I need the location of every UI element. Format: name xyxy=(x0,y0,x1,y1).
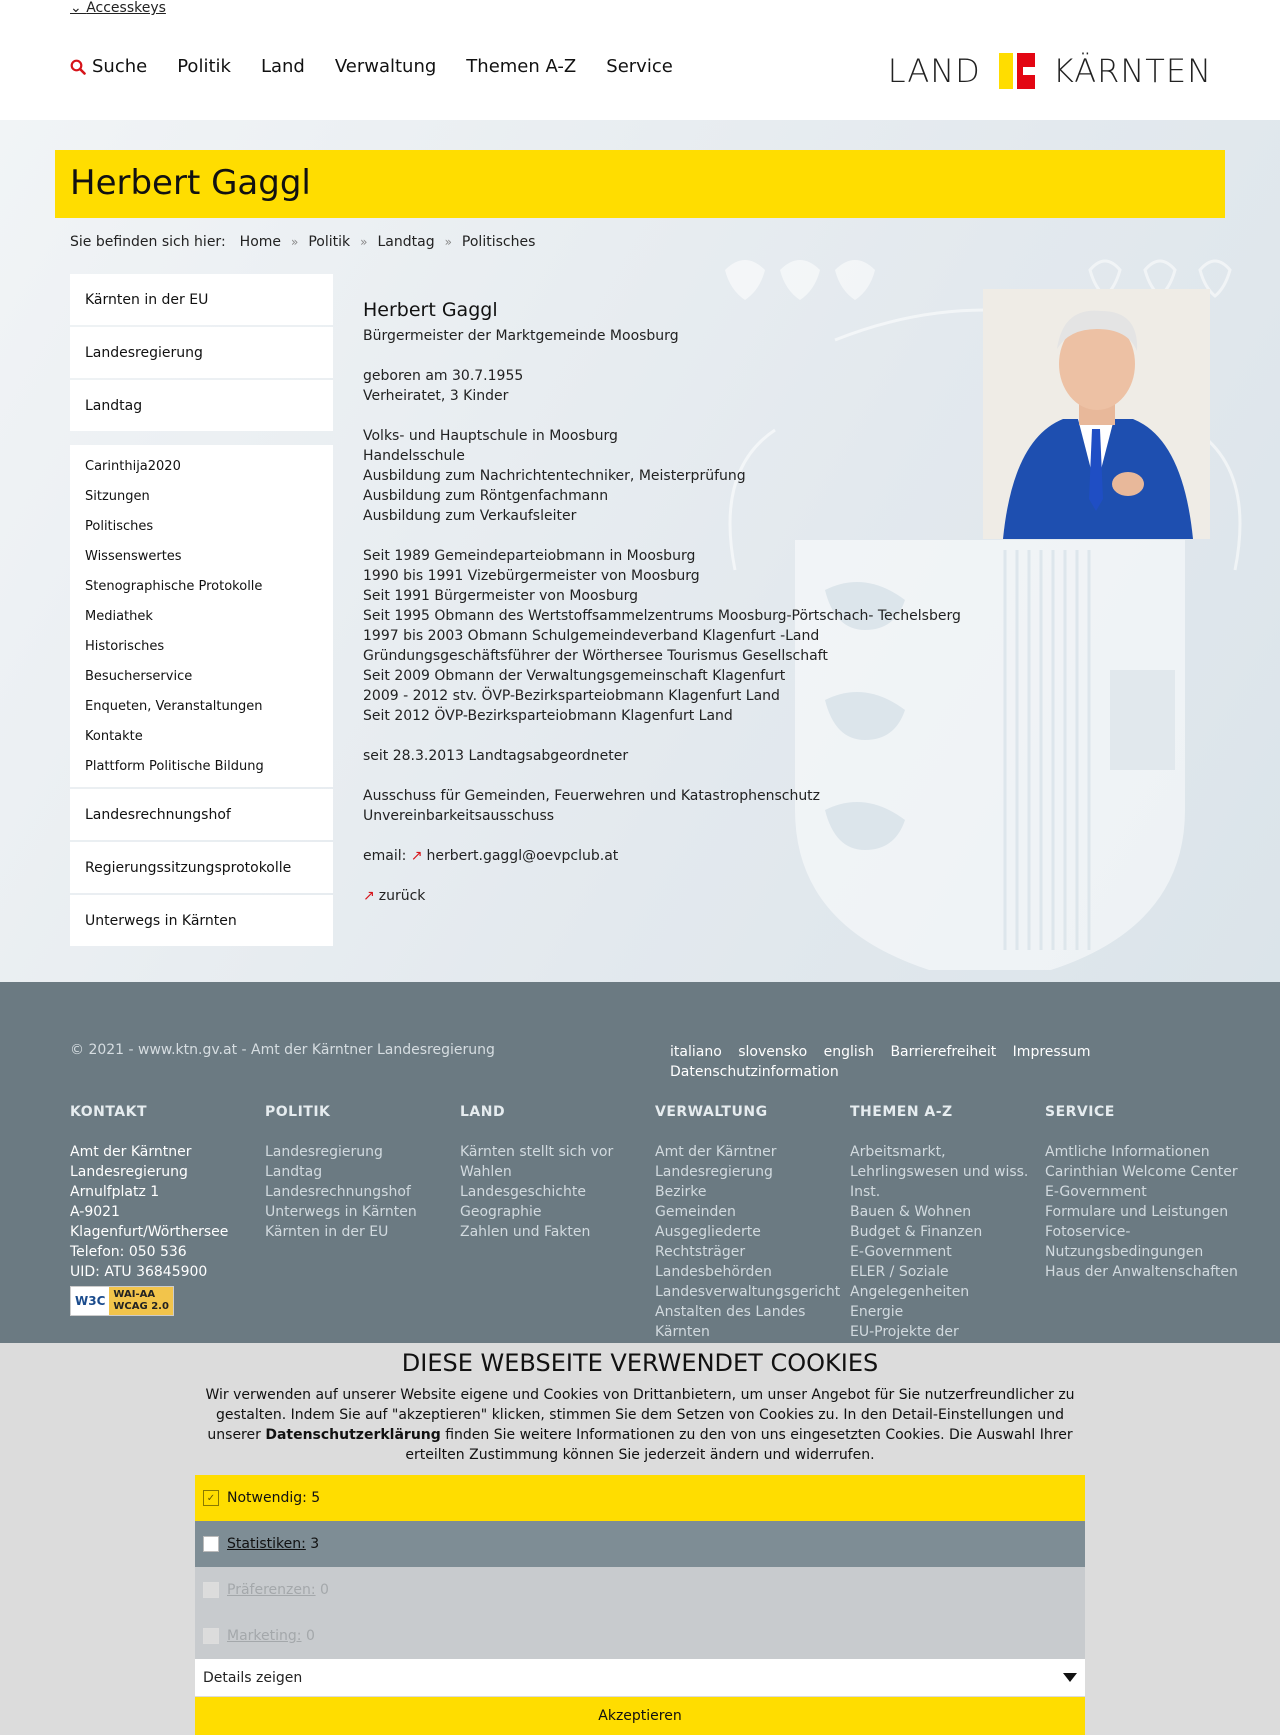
footer-link[interactable]: Landesverwaltungsgericht xyxy=(655,1284,841,1300)
top-navigation xyxy=(70,56,673,77)
footer-links xyxy=(670,1042,1110,1082)
footer-link[interactable]: Bauen & Wohnen xyxy=(850,1204,972,1220)
chevron-right-icon: » xyxy=(291,235,299,249)
portrait-image xyxy=(983,289,1210,539)
sidebar-subitem[interactable]: Besucherservice xyxy=(85,668,193,684)
email-link[interactable]: herbert.gaggl@oevpclub.at xyxy=(426,848,619,864)
footer-col-title: THEMEN A-Z xyxy=(850,1104,953,1120)
accept-button[interactable]: Akzeptieren xyxy=(195,1697,1085,1735)
details-label: Details zeigen xyxy=(203,1669,303,1686)
nav-land[interactable]: Land xyxy=(260,56,305,77)
footer-link[interactable]: E-Government xyxy=(1045,1184,1147,1200)
footer-link[interactable]: Fotoservice-Nutzungsbedingungen xyxy=(1045,1224,1204,1260)
footer-link[interactable]: Kärnten stellt sich vor xyxy=(460,1144,614,1160)
search-icon xyxy=(70,59,86,75)
cookie-row-notwendig xyxy=(195,1475,1085,1521)
nav-search[interactable] xyxy=(70,56,147,77)
cookie-label[interactable]: Statistiken: xyxy=(227,1536,306,1552)
breadcrumb-landtag[interactable]: Landtag xyxy=(377,234,435,250)
email-label: email: xyxy=(363,848,407,864)
footer-col-kontakt xyxy=(70,1102,265,1342)
accesskeys-label: Accesskeys xyxy=(86,0,166,16)
wai-line1: WAI-AA xyxy=(113,1289,156,1300)
w3c-logo: W3C xyxy=(71,1287,109,1315)
footer-link[interactable]: E-Government xyxy=(850,1244,952,1260)
caret-down-icon xyxy=(1063,1673,1077,1682)
checkbox-notwendig[interactable]: ✓ xyxy=(203,1490,219,1506)
checkbox-statistiken[interactable] xyxy=(203,1536,219,1552)
sidebar-subitem[interactable]: Carinthija2020 xyxy=(85,458,181,474)
chevron-right-icon: » xyxy=(360,235,368,249)
footer-link[interactable]: Energie xyxy=(850,1304,904,1320)
privacy-policy-link[interactable]: Datenschutzerklärung xyxy=(265,1427,441,1443)
footer-link[interactable]: Amtliche Informationen xyxy=(1045,1144,1210,1160)
footer-link[interactable]: Bezirke xyxy=(655,1184,707,1200)
profile-line: 2009 - 2012 stv. ÖVP-Bezirksparteiobmann Klagenfurt Land xyxy=(363,688,780,704)
profile-line: Unvereinbarkeitsausschuss xyxy=(363,808,555,824)
sidebar-item-landesrechnungshof[interactable]: Landesrechnungshof xyxy=(70,789,333,840)
footer-link[interactable]: EU-Projekte der xyxy=(850,1324,959,1340)
footer-link[interactable]: Landesrechnungshof xyxy=(265,1184,411,1200)
cookie-count: 5 xyxy=(311,1490,321,1506)
nav-themen[interactable]: Themen A-Z xyxy=(466,56,577,77)
sidebar-subitem[interactable]: Plattform Politische Bildung xyxy=(85,758,264,774)
footer-link[interactable]: Landesbehörden xyxy=(655,1264,772,1280)
cookie-row-marketing xyxy=(195,1613,1085,1659)
nav-verwaltung[interactable]: Verwaltung xyxy=(334,56,437,77)
sidebar-subitem[interactable]: Enqueten, Veranstaltungen xyxy=(85,698,263,714)
wai-aa-text xyxy=(109,1287,173,1315)
checkbox-marketing[interactable] xyxy=(203,1628,219,1644)
footer-col-title: SERVICE xyxy=(1045,1104,1115,1120)
footer-link[interactable]: Kärnten in der EU xyxy=(265,1224,389,1240)
profile-line: 1990 bis 1991 Vizebürgermeister von Moosburg xyxy=(363,568,700,584)
breadcrumb xyxy=(70,234,535,250)
wai-line2: WCAG 2.0 xyxy=(113,1301,169,1312)
cookie-text-part: finden Sie weitere Informationen zu den von uns eingesetzten Cookies. Die Auswahl Ihrer erteilten Zustimmung können Sie jederzeit ändern und widerrufen. xyxy=(405,1427,1073,1463)
footer-link[interactable]: Anstalten des Landes Kärnten xyxy=(655,1304,806,1340)
cookie-label: Notwendig: xyxy=(227,1490,307,1506)
profile-line: Ausbildung zum Verkaufsleiter xyxy=(363,508,577,524)
profile-line: Seit 1989 Gemeindeparteiobmann in Moosburg xyxy=(363,548,696,564)
cookie-label[interactable]: Präferenzen: xyxy=(227,1582,316,1598)
breadcrumb-home[interactable]: Home xyxy=(239,234,282,250)
profile-line: Handelsschule xyxy=(363,448,465,464)
cookie-title: DIESE WEBSEITE VERWENDET COOKIES xyxy=(401,1349,879,1377)
profile-line: Seit 1991 Bürgermeister von Moosburg xyxy=(363,588,638,604)
nav-politik[interactable]: Politik xyxy=(177,56,231,77)
footer-link-english[interactable]: english xyxy=(823,1044,874,1060)
sidebar-item-landtag[interactable]: Landtag xyxy=(70,380,333,431)
footer-text: Arnulfplatz 1 xyxy=(70,1184,160,1200)
page-title: Herbert Gaggl xyxy=(70,163,311,203)
footer-link-slovensko[interactable]: slovensko xyxy=(738,1044,808,1060)
sidebar-subitem[interactable]: Wissenswertes xyxy=(85,548,182,564)
profile-line: Seit 2009 Obmann der Verwaltungsgemeinschaft Klagenfurt xyxy=(363,668,786,684)
sidebar-subitem[interactable]: Politisches xyxy=(85,518,154,534)
sidebar-subitem[interactable]: Sitzungen xyxy=(85,488,150,504)
cookie-count: 3 xyxy=(310,1536,320,1552)
breadcrumb-politik[interactable]: Politik xyxy=(308,234,351,250)
footer-link[interactable]: Arbeitsmarkt, Lehrlingswesen und wiss. Inst. xyxy=(850,1144,1029,1200)
logo-text-land: LAND xyxy=(887,52,981,90)
copyright: © 2021 - www.ktn.gv.at - Amt der Kärntner Landesregierung xyxy=(70,1042,495,1058)
site-logo[interactable] xyxy=(888,52,1212,90)
chevron-right-icon: » xyxy=(444,235,452,249)
breadcrumb-label: Sie befinden sich hier: xyxy=(70,234,226,250)
footer-link[interactable]: Landesgeschichte xyxy=(460,1184,586,1200)
profile-line: geboren am 30.7.1955 xyxy=(363,368,524,384)
footer-link-barrierefreiheit[interactable]: Barrierefreiheit xyxy=(890,1044,997,1060)
footer-link[interactable]: Amt der Kärntner Landesregierung xyxy=(655,1144,777,1180)
footer-link-italiano[interactable]: italiano xyxy=(670,1044,722,1060)
checkbox-praeferenzen[interactable] xyxy=(203,1582,219,1598)
sidebar-subitem[interactable]: Historisches xyxy=(85,638,165,654)
nav-search-label: Suche xyxy=(92,56,148,77)
footer-text: Amt der Kärntner Landesregierung xyxy=(70,1144,192,1180)
sidebar-item-unterwegs[interactable]: Unterwegs in Kärnten xyxy=(70,895,333,946)
profile-line: Volks- und Hauptschule in Moosburg xyxy=(363,428,618,444)
sidebar-item-eu[interactable]: Kärnten in der EU xyxy=(70,274,333,325)
footer-columns xyxy=(70,1102,1240,1342)
wai-aa-badge[interactable] xyxy=(70,1286,174,1316)
footer-col-verwaltung xyxy=(655,1102,850,1342)
footer-text: Telefon: 050 536 xyxy=(70,1244,187,1260)
breadcrumb-politisches[interactable]: Politisches xyxy=(461,234,536,250)
logo-text-kaernten: KÄRNTEN xyxy=(1052,52,1212,90)
footer-text: UID: ATU 36845900 xyxy=(70,1264,208,1280)
footer-link[interactable]: Gemeinden xyxy=(655,1204,736,1220)
nav-service[interactable]: Service xyxy=(606,56,673,77)
accesskeys-link[interactable]: ⌄ Accesskeys xyxy=(70,0,166,16)
sidebar xyxy=(70,274,333,948)
back-link-label: zurück xyxy=(378,888,426,904)
footer-col-title: POLITIK xyxy=(265,1104,331,1120)
profile-line: Ausschuss für Gemeinden, Feuerwehren und Katastrophenschutz xyxy=(363,788,821,804)
footer-col-title: KONTAKT xyxy=(70,1104,148,1120)
profile-line: 1997 bis 2003 Obmann Schulgemeindeverband Klagenfurt -Land xyxy=(363,628,820,644)
profile-name: Herbert Gaggl xyxy=(363,299,498,321)
footer-link[interactable]: Landesregierung xyxy=(265,1144,383,1160)
footer-link[interactable]: Haus der Anwaltenschaften xyxy=(1045,1264,1238,1280)
page-title-band xyxy=(55,150,1225,218)
footer-link[interactable]: ELER / Soziale Angelegenheiten xyxy=(850,1264,970,1300)
sidebar-subitem[interactable]: Kontakte xyxy=(85,728,143,744)
sidebar-subitem[interactable]: Stenographische Protokolle xyxy=(85,578,263,594)
sidebar-item-landesregierung[interactable]: Landesregierung xyxy=(70,327,333,378)
footer-link[interactable]: Landtag xyxy=(265,1164,323,1180)
cookie-banner xyxy=(0,1343,1280,1735)
cookie-count: 0 xyxy=(305,1628,315,1644)
sidebar-subitem[interactable]: Mediathek xyxy=(85,608,153,624)
footer-link-impressum[interactable]: Impressum xyxy=(1012,1044,1091,1060)
profile-line: Verheiratet, 3 Kinder xyxy=(363,388,509,404)
details-toggle[interactable] xyxy=(195,1659,1085,1696)
footer-col-politik xyxy=(265,1102,460,1342)
profile-line: Seit 2012 ÖVP-Bezirksparteiobmann Klagenfurt Land xyxy=(363,708,733,724)
profile-portrait xyxy=(983,289,1210,539)
profile-line: Ausbildung zum Nachrichtentechniker, Meisterprüfung xyxy=(363,468,746,484)
cookie-row-praeferenzen xyxy=(195,1567,1085,1613)
email-row xyxy=(363,846,963,866)
profile-content xyxy=(363,300,963,906)
sidebar-submenu xyxy=(70,445,333,787)
back-link[interactable] xyxy=(363,886,963,906)
footer-link[interactable]: Ausgegliederte Rechtsträger xyxy=(655,1224,761,1260)
footer-col-themen xyxy=(850,1102,1045,1342)
external-link-icon: ↗ xyxy=(363,888,375,904)
footer-link[interactable]: Carinthian Welcome Center xyxy=(1045,1164,1238,1180)
footer-link[interactable]: Zahlen und Fakten xyxy=(460,1224,591,1240)
profile-line: Seit 1995 Obmann des Wertstoffsammelzentrums Moosburg-Pörtschach- Techelsberg xyxy=(363,608,961,624)
footer-link[interactable]: Wahlen xyxy=(460,1164,512,1180)
cookie-text xyxy=(200,1385,1080,1465)
footer-col-service xyxy=(1045,1102,1240,1342)
footer-link[interactable]: Budget & Finanzen xyxy=(850,1224,983,1240)
cookie-count: 0 xyxy=(320,1582,329,1598)
profile-line: seit 28.3.2013 Landtagsabgeordneter xyxy=(363,748,629,764)
external-link-icon: ↗ xyxy=(410,848,423,864)
sidebar-item-regierungssitzungsprotokolle[interactable]: Regierungssitzungsprotokolle xyxy=(70,842,333,893)
footer-text: A-9021 Klagenfurt/Wörthersee xyxy=(70,1204,229,1240)
cookie-row-statistiken xyxy=(195,1521,1085,1567)
footer-link-datenschutz[interactable]: Datenschutzinformation xyxy=(670,1064,839,1080)
logo-mark-icon xyxy=(999,53,1035,89)
profile-line: Ausbildung zum Röntgenfachmann xyxy=(363,488,609,504)
footer-col-land xyxy=(460,1102,655,1342)
footer-link[interactable]: Geographie xyxy=(460,1204,542,1220)
cookie-label[interactable]: Marketing: xyxy=(227,1628,302,1644)
footer-col-title: VERWALTUNG xyxy=(655,1104,768,1120)
profile-role: Bürgermeister der Marktgemeinde Moosburg xyxy=(363,328,679,344)
profile-line: Gründungsgeschäftsführer der Wörthersee Tourismus Gesellschaft xyxy=(363,648,828,664)
footer-link[interactable]: Unterwegs in Kärnten xyxy=(265,1204,417,1220)
footer-link[interactable]: Formulare und Leistungen xyxy=(1045,1204,1229,1220)
cookie-text-part: Wir verwenden auf unserer Website eigene und Cookies von Drittanbietern, um unser Angebot für Sie nutzerfreundlicher zu gestalten. Indem Sie auf "akzeptieren" klicken, stimmen Sie dem Setzen von Cookies zu. In den Detail-Einstellungen und unserer xyxy=(205,1387,1075,1443)
footer-col-title: LAND xyxy=(460,1104,506,1120)
